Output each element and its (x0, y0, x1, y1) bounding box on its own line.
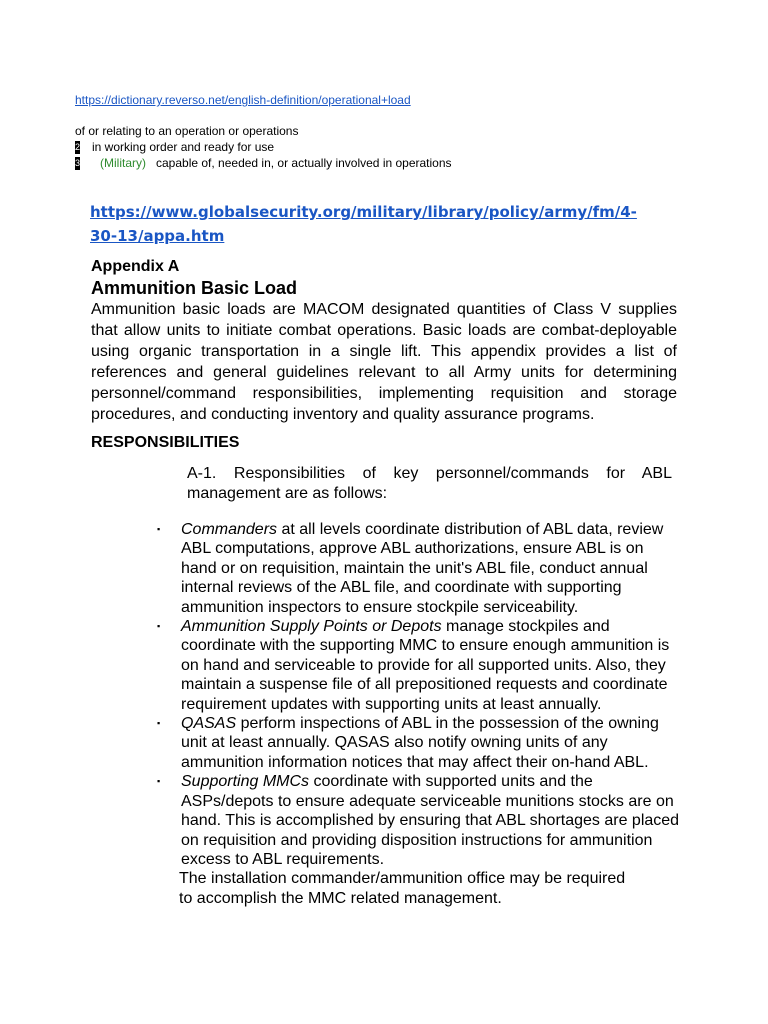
definition-1 (75, 124, 298, 139)
bullet-text: coordinate with supported units and the ASPs/depots to ensure adequate serviceable munitions stocks are on hand. This is accomplished by ensuring that ABL shortages are placed on requisition and providing disposition instructions for ammunition excess to ABL requirements. (181, 773, 680, 868)
list-item (157, 714, 681, 772)
definition-1-text: of or relating to an operation or operations (75, 124, 299, 138)
responsibilities-heading: RESPONSIBILITIES (91, 434, 240, 451)
list-item (157, 520, 681, 617)
bullet-term: QASAS (181, 715, 237, 733)
definition-3-text: capable of, needed in, or actually involved in operations (156, 156, 452, 170)
bullet-text: perform inspections of ABL in the possession of the owning unit at least annually. QASAS also notify owning units of any ammunition information notices that may affect their on-hand ABL. (181, 715, 659, 771)
list-item (157, 617, 681, 714)
appendix-label: Appendix A (91, 258, 180, 275)
definition-2 (75, 140, 274, 155)
bullet-text: manage stockpiles and coordinate with the supporting MMC to ensure enough ammunition is on hand and serviceable to provide for all supported units. Also, they maintain a suspense file of all prepositioned requests and coordinate requirement updates with supporting units at least annually. (181, 618, 670, 713)
definition-3 (75, 156, 452, 171)
globalsecurity-link[interactable]: https://www.globalsecurity.org/military/library/policy/army/fm/4-30-13/appa.htm (90, 203, 637, 245)
bullet-icon: ▪ (157, 718, 161, 729)
bullet-term: Commanders (181, 521, 278, 538)
list-item (157, 772, 681, 869)
bullet-term: Supporting MMCs (181, 773, 310, 791)
closing-note-line-1: The installation commander/ammunition office may be required (179, 870, 626, 888)
bullet-term: Ammunition Supply Points or Depots (181, 618, 442, 636)
definition-2-number: 2 (75, 142, 80, 153)
military-tag: (Military) (100, 156, 146, 170)
bullet-text: at all levels coordinate distribution of ABL data, review ABL computations, approve ABL authorizations, ensure ABL is on hand or on requisition, maintain the unit's ABL file, conduct annual internal reviews of the ABL file, and coordinate with supporting ammunition inspectors to ensure stockpile serviceability. (181, 521, 664, 616)
bullet-icon: ▪ (157, 776, 161, 787)
closing-note-line-2: to accomplish the MMC related management. (179, 889, 502, 907)
responsibilities-list (157, 520, 681, 908)
definition-3-number: 3 (75, 158, 80, 169)
responsibilities-intro: A-1. Responsibilities of key personnel/commands for ABL management are as follows: (187, 465, 672, 502)
closing-note (181, 869, 681, 908)
reverso-definition-link[interactable]: https://dictionary.reverso.net/english-definition/operational+load (75, 93, 411, 107)
intro-paragraph: Ammunition basic loads are MACOM designated quantities of Class V supplies that allow units to initiate combat operations. Basic loads are combat-deployable using organic transportation in a single lift. This appendix provides a list of references and general guidelines relevant to all Army units for determining personnel/command responsibilities, implementing requisition and storage procedures, and conducting inventory and quality assurance programs. (91, 301, 677, 423)
section-title: Ammunition Basic Load (91, 278, 298, 298)
bullet-icon: ▪ (157, 524, 161, 534)
definition-2-text: in working order and ready for use (92, 140, 275, 154)
bullet-icon: ▪ (157, 621, 161, 632)
